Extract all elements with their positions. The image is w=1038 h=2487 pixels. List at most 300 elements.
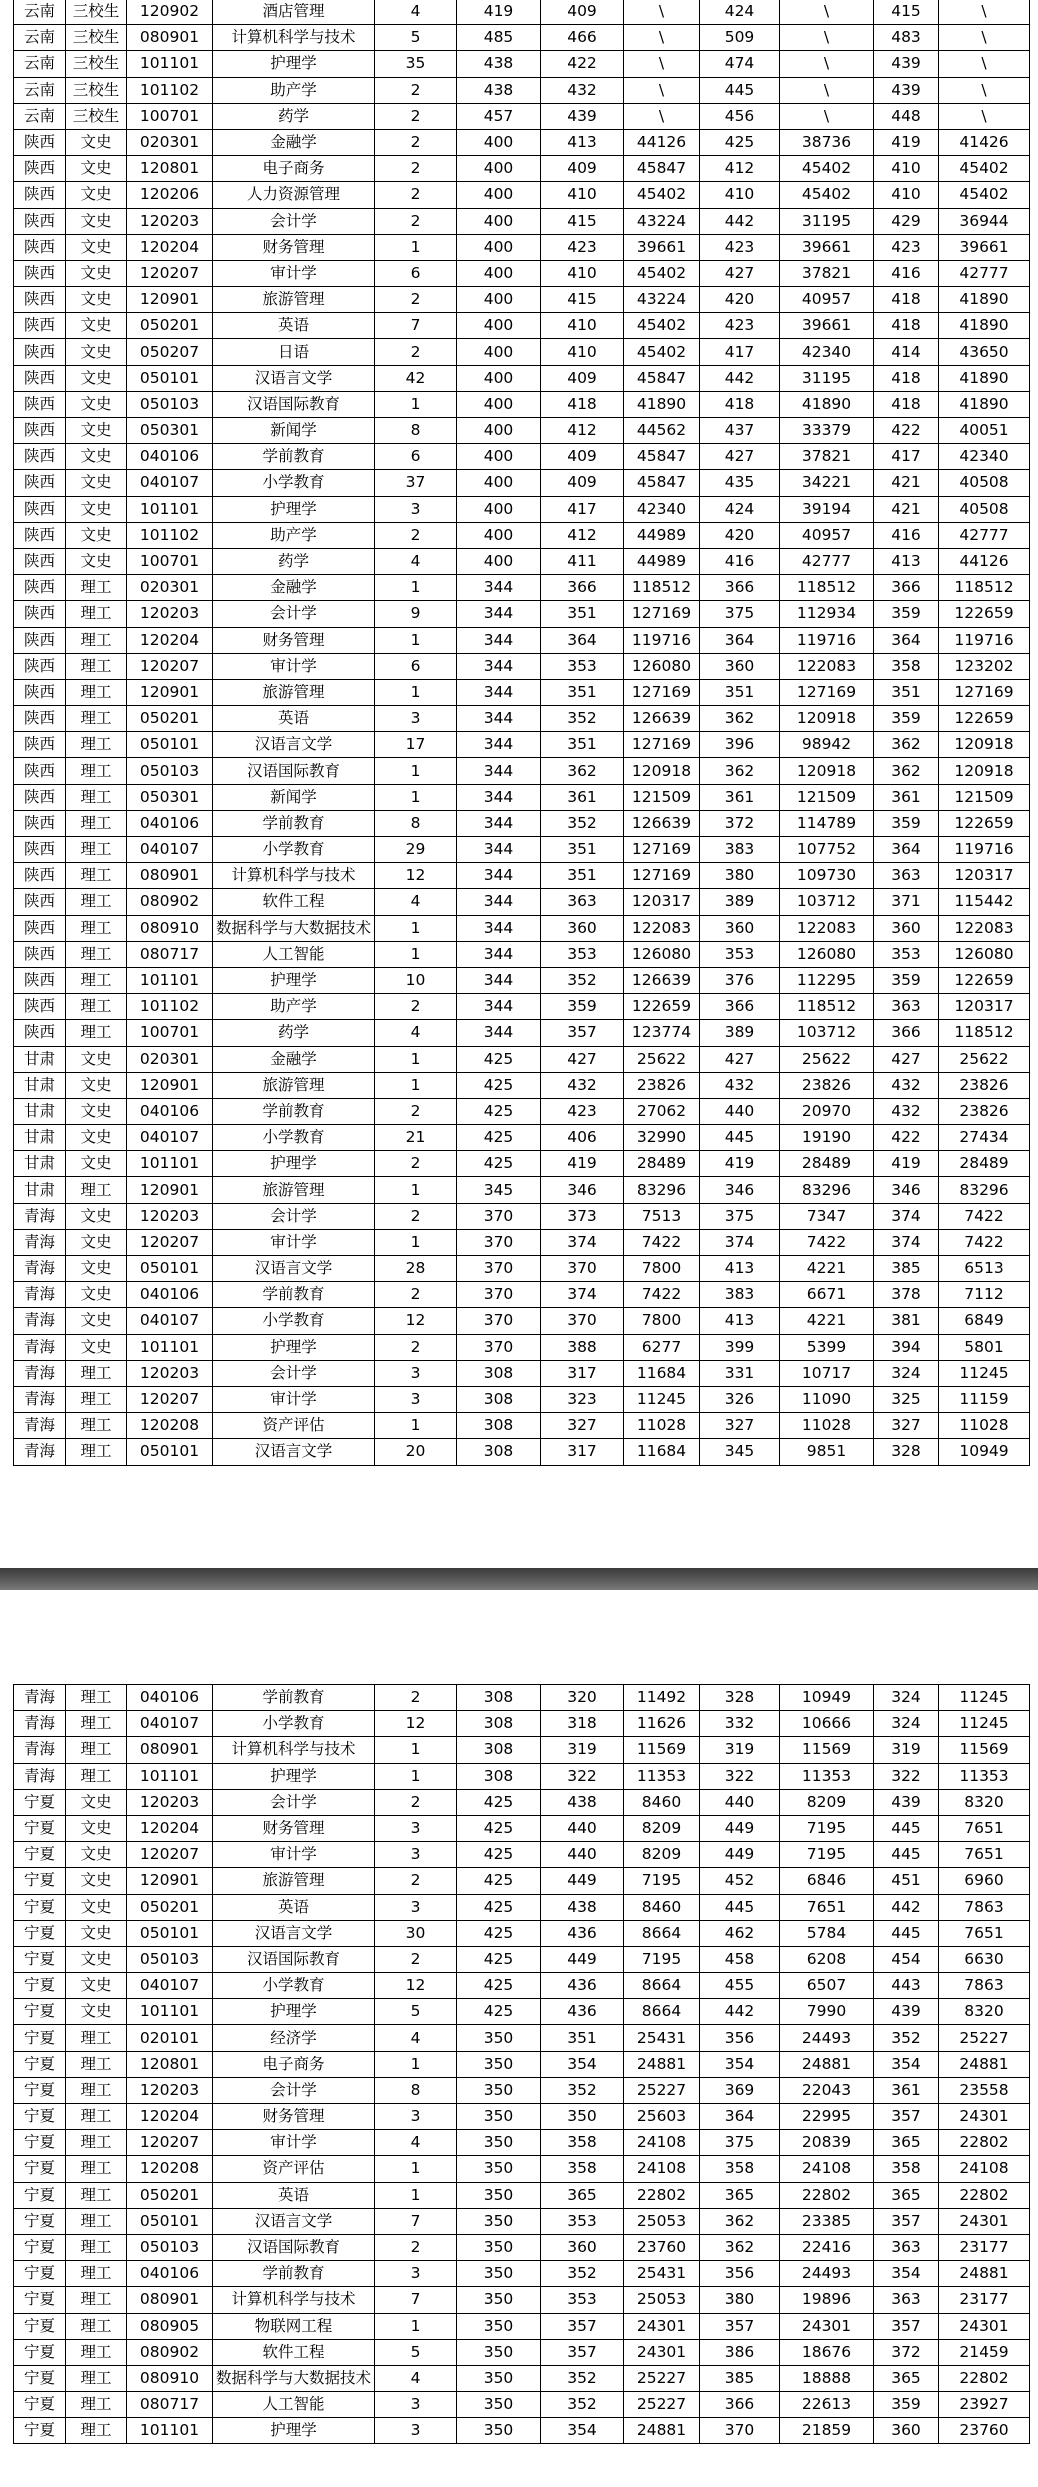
table-cell: 学前教育 (213, 810, 375, 836)
table-cell: 454 (874, 1946, 939, 1972)
table-cell: 050101 (127, 2208, 213, 2234)
table-cell: 理工 (66, 2051, 127, 2077)
table-row (14, 2418, 1030, 2444)
table-cell: 文史 (66, 182, 127, 208)
table-cell: 440 (700, 1098, 780, 1124)
table-cell: 助产学 (213, 994, 375, 1020)
table-cell: 119716 (780, 627, 874, 653)
table-cell: 445 (700, 1125, 780, 1151)
table-cell: 409 (541, 156, 624, 182)
table-cell: 432 (700, 1072, 780, 1098)
table-cell: 344 (457, 601, 541, 627)
table-cell: 432 (541, 1072, 624, 1098)
table-cell: 361 (700, 784, 780, 810)
table-row (14, 260, 1030, 286)
table-row (14, 496, 1030, 522)
table-cell: 文史 (66, 287, 127, 313)
table-cell: 理工 (66, 1177, 127, 1203)
table-cell: 050201 (127, 706, 213, 732)
table-cell: 23826 (624, 1072, 700, 1098)
table-cell: 25431 (624, 2261, 700, 2287)
table-cell: 080901 (127, 1737, 213, 1763)
table-cell: 360 (874, 915, 939, 941)
table-cell: 366 (700, 2392, 780, 2418)
table-cell: 陕西 (14, 496, 66, 522)
table-cell: 云南 (14, 103, 66, 129)
table-row (14, 1920, 1030, 1946)
table-cell: 汉语言文学 (213, 1256, 375, 1282)
table-cell: 11684 (624, 1439, 700, 1465)
table-cell: 410 (541, 182, 624, 208)
table-cell: 陕西 (14, 653, 66, 679)
table-cell: 学前教育 (213, 2261, 375, 2287)
table-cell: 400 (457, 313, 541, 339)
table-cell: 护理学 (213, 2418, 375, 2444)
table-cell: 366 (874, 1020, 939, 1046)
table-cell: 122083 (780, 915, 874, 941)
table-cell: 436 (541, 1999, 624, 2025)
table-cell: 文史 (66, 470, 127, 496)
table-cell: 109730 (780, 863, 874, 889)
table-cell: 380 (700, 863, 780, 889)
table-cell: 409 (541, 365, 624, 391)
table-cell: 419 (541, 1151, 624, 1177)
table-cell: 陕西 (14, 391, 66, 417)
table-cell: 9 (375, 601, 457, 627)
table-cell: 文史 (66, 1946, 127, 1972)
table-cell: 040106 (127, 444, 213, 470)
table-cell: 小学教育 (213, 1973, 375, 1999)
table-row (14, 103, 1030, 129)
table-cell: 370 (457, 1334, 541, 1360)
table-cell: 云南 (14, 25, 66, 51)
table-cell: 485 (457, 25, 541, 51)
table-cell: 126080 (624, 653, 700, 679)
table-cell: 会计学 (213, 1360, 375, 1386)
table-row (14, 1386, 1030, 1412)
table-cell: 文史 (66, 418, 127, 444)
table-cell: 宁夏 (14, 2287, 66, 2313)
table-cell: 43224 (624, 287, 700, 313)
table-cell: 364 (874, 627, 939, 653)
table-cell: 青海 (14, 1711, 66, 1737)
table-cell: 42777 (780, 548, 874, 574)
table-cell: 101102 (127, 77, 213, 103)
table-cell: 040107 (127, 1308, 213, 1334)
table-cell: 328 (874, 1439, 939, 1465)
table-cell: 文史 (66, 129, 127, 155)
table-cell: 7112 (939, 1282, 1030, 1308)
table-row (14, 1868, 1030, 1894)
table-cell: 护理学 (213, 1999, 375, 2025)
table-cell: 323 (541, 1386, 624, 1412)
table-cell: 456 (700, 103, 780, 129)
table-cell: 457 (457, 103, 541, 129)
table-cell: 120204 (127, 1815, 213, 1841)
table-cell: 理工 (66, 2392, 127, 2418)
table-cell: 40957 (780, 522, 874, 548)
table-cell: 120317 (939, 863, 1030, 889)
table-cell: 宁夏 (14, 2261, 66, 2287)
table-cell: 319 (541, 1737, 624, 1763)
table-cell: 126080 (624, 941, 700, 967)
table-cell: 6960 (939, 1868, 1030, 1894)
table-cell: 22802 (939, 2130, 1030, 2156)
table-cell: 7800 (624, 1308, 700, 1334)
table-cell: 青海 (14, 1386, 66, 1412)
table-cell: 24881 (780, 2051, 874, 2077)
table-cell: 20970 (780, 1098, 874, 1124)
table-cell: 400 (457, 208, 541, 234)
table-cell: 宁夏 (14, 2392, 66, 2418)
table-cell: 理工 (66, 1439, 127, 1465)
table-cell: 359 (874, 967, 939, 993)
table-cell: 427 (700, 444, 780, 470)
table-cell: 汉语言文学 (213, 732, 375, 758)
table-cell: 050101 (127, 365, 213, 391)
table-cell: 436 (541, 1973, 624, 1999)
table-row (14, 2208, 1030, 2234)
table-cell: 353 (541, 653, 624, 679)
table-row (14, 889, 1030, 915)
table-cell: 21 (375, 1125, 457, 1151)
table-cell: 理工 (66, 784, 127, 810)
table-cell: 83296 (939, 1177, 1030, 1203)
table-cell: 380 (700, 2287, 780, 2313)
table-cell: 5801 (939, 1334, 1030, 1360)
table-cell: \ (624, 103, 700, 129)
table-cell: 438 (457, 51, 541, 77)
table-row (14, 1737, 1030, 1763)
table-cell: 1 (375, 575, 457, 601)
table-cell: 122659 (939, 810, 1030, 836)
table-cell: 080910 (127, 2365, 213, 2391)
table-cell: 308 (457, 1737, 541, 1763)
table-cell: 352 (874, 2025, 939, 2051)
table-cell: 101102 (127, 994, 213, 1020)
table-cell: 助产学 (213, 522, 375, 548)
table-cell: 文史 (66, 208, 127, 234)
table-cell: 351 (541, 601, 624, 627)
table-cell: 370 (457, 1256, 541, 1282)
table-cell: 陕西 (14, 339, 66, 365)
table-cell: 8 (375, 810, 457, 836)
table-cell: 350 (457, 2287, 541, 2313)
table-cell: 375 (700, 601, 780, 627)
table-cell: 442 (700, 365, 780, 391)
table-cell: 审计学 (213, 1229, 375, 1255)
table-cell: 2 (375, 77, 457, 103)
table-cell: 电子商务 (213, 156, 375, 182)
table-cell: 2 (375, 1098, 457, 1124)
table-cell: 三校生 (66, 103, 127, 129)
table-cell: 7651 (939, 1842, 1030, 1868)
table-cell: 412 (700, 156, 780, 182)
table-cell: 419 (457, 0, 541, 25)
table-cell: 19896 (780, 2287, 874, 2313)
table-cell: 344 (457, 967, 541, 993)
table-cell: 120207 (127, 1386, 213, 1412)
table-cell: 1 (375, 1413, 457, 1439)
table-cell: 317 (541, 1360, 624, 1386)
table-cell: 427 (700, 1046, 780, 1072)
table-cell: 青海 (14, 1685, 66, 1711)
table-cell: 420 (700, 522, 780, 548)
table-cell: 120203 (127, 601, 213, 627)
table-cell: 24108 (939, 2156, 1030, 2182)
table-cell: 425 (457, 1098, 541, 1124)
table-cell: 27434 (939, 1125, 1030, 1151)
table-cell: 11353 (780, 1763, 874, 1789)
table-cell: 120208 (127, 2156, 213, 2182)
table-cell: 388 (541, 1334, 624, 1360)
table-cell: 理工 (66, 706, 127, 732)
table-cell: 24301 (939, 2208, 1030, 2234)
table-cell: 23558 (939, 2077, 1030, 2103)
table-cell: 理工 (66, 1360, 127, 1386)
table-cell: 080910 (127, 915, 213, 941)
table-cell: 45402 (624, 339, 700, 365)
table-cell: 357 (874, 2104, 939, 2130)
table-cell: 417 (700, 339, 780, 365)
table-cell: 42777 (939, 522, 1030, 548)
table-cell: 文史 (66, 1973, 127, 1999)
table-cell: 448 (874, 103, 939, 129)
table-cell: 120901 (127, 1868, 213, 1894)
table-cell: 050101 (127, 732, 213, 758)
table-cell: 419 (874, 129, 939, 155)
table-cell: 429 (874, 208, 939, 234)
table-row (14, 129, 1030, 155)
table-cell: \ (624, 77, 700, 103)
table-cell: 陕西 (14, 810, 66, 836)
table-cell: 助产学 (213, 77, 375, 103)
table-row (14, 1842, 1030, 1868)
table-cell: 7195 (624, 1868, 700, 1894)
table-row (14, 0, 1030, 25)
table-cell: 12 (375, 863, 457, 889)
table-cell: 365 (541, 2182, 624, 2208)
table-cell: 理工 (66, 1386, 127, 1412)
table-cell: 308 (457, 1763, 541, 1789)
table-cell: 5784 (780, 1920, 874, 1946)
table-row (14, 1020, 1030, 1046)
table-cell: 理工 (66, 863, 127, 889)
table-cell: 39661 (624, 234, 700, 260)
table-cell: 陕西 (14, 313, 66, 339)
table-cell: \ (780, 103, 874, 129)
table-cell: 37 (375, 470, 457, 496)
table-cell: 400 (457, 234, 541, 260)
table-cell: 373 (541, 1203, 624, 1229)
table-row (14, 2156, 1030, 2182)
table-cell: 415 (541, 208, 624, 234)
table-cell: 甘肃 (14, 1177, 66, 1203)
table-cell: 344 (457, 679, 541, 705)
table-cell: 41890 (939, 365, 1030, 391)
table-cell: 396 (700, 732, 780, 758)
table-cell: 12 (375, 1973, 457, 1999)
table-cell: 344 (457, 863, 541, 889)
table-cell: 425 (457, 1842, 541, 1868)
table-cell: 350 (457, 2234, 541, 2260)
table-cell: 理工 (66, 2339, 127, 2365)
table-cell: 080905 (127, 2313, 213, 2339)
table-cell: 120203 (127, 1789, 213, 1815)
table-cell: 432 (541, 77, 624, 103)
table-cell: 陕西 (14, 889, 66, 915)
table-cell: 364 (541, 627, 624, 653)
table-row (14, 548, 1030, 574)
table-cell: 424 (700, 0, 780, 25)
table-cell: 359 (874, 2392, 939, 2418)
table-cell: 445 (700, 1894, 780, 1920)
table-cell: 陕西 (14, 260, 66, 286)
table-cell: 400 (457, 156, 541, 182)
table-cell: 350 (457, 2261, 541, 2287)
table-cell: 护理学 (213, 1151, 375, 1177)
table-cell: 10666 (780, 1711, 874, 1737)
table-cell: 410 (541, 339, 624, 365)
table-cell: 319 (700, 1737, 780, 1763)
table-cell: 文史 (66, 444, 127, 470)
table-cell: 360 (874, 2418, 939, 2444)
table-row (14, 1177, 1030, 1203)
table-cell: 415 (874, 0, 939, 25)
table-row (14, 522, 1030, 548)
table-cell: 350 (457, 2392, 541, 2418)
table-cell: 24881 (939, 2261, 1030, 2287)
table-cell: \ (939, 25, 1030, 51)
table-cell: 381 (874, 1308, 939, 1334)
table-cell: 11159 (939, 1386, 1030, 1412)
table-cell: 359 (874, 601, 939, 627)
table-cell: 青海 (14, 1308, 66, 1334)
table-cell: 121509 (939, 784, 1030, 810)
table-cell: 8664 (624, 1920, 700, 1946)
table-cell: 050207 (127, 339, 213, 365)
table-cell: 350 (457, 2025, 541, 2051)
table-cell: 文史 (66, 1151, 127, 1177)
table-cell: 23177 (939, 2234, 1030, 2260)
table-cell: 3 (375, 1360, 457, 1386)
table-cell: 319 (874, 1737, 939, 1763)
table-cell: 414 (874, 339, 939, 365)
table-cell: 122659 (624, 994, 700, 1020)
table-cell: 427 (874, 1046, 939, 1072)
table-cell: 文史 (66, 548, 127, 574)
table-cell: 5 (375, 2339, 457, 2365)
table-cell: 418 (700, 391, 780, 417)
table-cell: 452 (700, 1868, 780, 1894)
table-cell: 344 (457, 732, 541, 758)
table-cell: 文史 (66, 1789, 127, 1815)
table-cell: 361 (874, 784, 939, 810)
table-cell: 509 (700, 25, 780, 51)
table-cell: 7422 (939, 1229, 1030, 1255)
table-cell: 会计学 (213, 601, 375, 627)
table-cell: 425 (700, 129, 780, 155)
table-cell: 22802 (939, 2365, 1030, 2391)
table-cell: 45847 (624, 156, 700, 182)
table-cell: 陕西 (14, 967, 66, 993)
table-cell: 25603 (624, 2104, 700, 2130)
table-cell: 439 (874, 51, 939, 77)
table-cell: 361 (541, 784, 624, 810)
table-row (14, 1789, 1030, 1815)
table-cell: 101101 (127, 1151, 213, 1177)
table-cell: 英语 (213, 2182, 375, 2208)
table-cell: 423 (541, 234, 624, 260)
table-cell: 425 (457, 1815, 541, 1841)
table-cell: 352 (541, 2365, 624, 2391)
table-cell: 400 (457, 182, 541, 208)
table-cell: 122083 (624, 915, 700, 941)
table-cell: 1 (375, 1072, 457, 1098)
table-cell: 学前教育 (213, 1098, 375, 1124)
table-cell: 41890 (939, 391, 1030, 417)
table-cell: 6849 (939, 1308, 1030, 1334)
table-cell: 83296 (780, 1177, 874, 1203)
table-cell: 23826 (780, 1072, 874, 1098)
table-row (14, 915, 1030, 941)
table-cell: 127169 (780, 679, 874, 705)
table-cell: 43650 (939, 339, 1030, 365)
table-cell: 12 (375, 1711, 457, 1737)
table-cell: 17 (375, 732, 457, 758)
table-cell: 425 (457, 1072, 541, 1098)
table-cell: 文史 (66, 1868, 127, 1894)
table-cell: 青海 (14, 1413, 66, 1439)
table-cell: 陕西 (14, 863, 66, 889)
table-cell: 120901 (127, 287, 213, 313)
table-cell: 陕西 (14, 365, 66, 391)
table-cell: 陕西 (14, 287, 66, 313)
table-cell: 青海 (14, 1282, 66, 1308)
table-cell: 324 (874, 1711, 939, 1737)
table-cell: 332 (700, 1711, 780, 1737)
table-cell: 7990 (780, 1999, 874, 2025)
table-cell: 理工 (66, 1763, 127, 1789)
table-cell: 理工 (66, 575, 127, 601)
table-cell: 旅游管理 (213, 1177, 375, 1203)
table-cell: 2 (375, 2234, 457, 2260)
table-cell: 4221 (780, 1256, 874, 1282)
table-cell: 344 (457, 784, 541, 810)
table-row (14, 1439, 1030, 1465)
table-body (14, 1685, 1030, 2444)
table-cell: 23760 (624, 2234, 700, 2260)
table-cell: 432 (874, 1072, 939, 1098)
table-row (14, 810, 1030, 836)
table-cell: 8460 (624, 1894, 700, 1920)
table-cell: 358 (700, 2156, 780, 2182)
table-cell: 120207 (127, 1229, 213, 1255)
table-cell: 458 (700, 1946, 780, 1972)
table-cell: 陕西 (14, 234, 66, 260)
table-cell: 三校生 (66, 51, 127, 77)
table-cell: 计算机科学与技术 (213, 25, 375, 51)
table-cell: 三校生 (66, 77, 127, 103)
table-cell: 英语 (213, 1894, 375, 1920)
table-cell: 040106 (127, 1685, 213, 1711)
table-cell: 120317 (624, 889, 700, 915)
table-cell: 2 (375, 1282, 457, 1308)
table-cell: 375 (700, 1203, 780, 1229)
table-cell: 427 (700, 260, 780, 286)
table-cell: 101101 (127, 1334, 213, 1360)
table-row (14, 1046, 1030, 1072)
